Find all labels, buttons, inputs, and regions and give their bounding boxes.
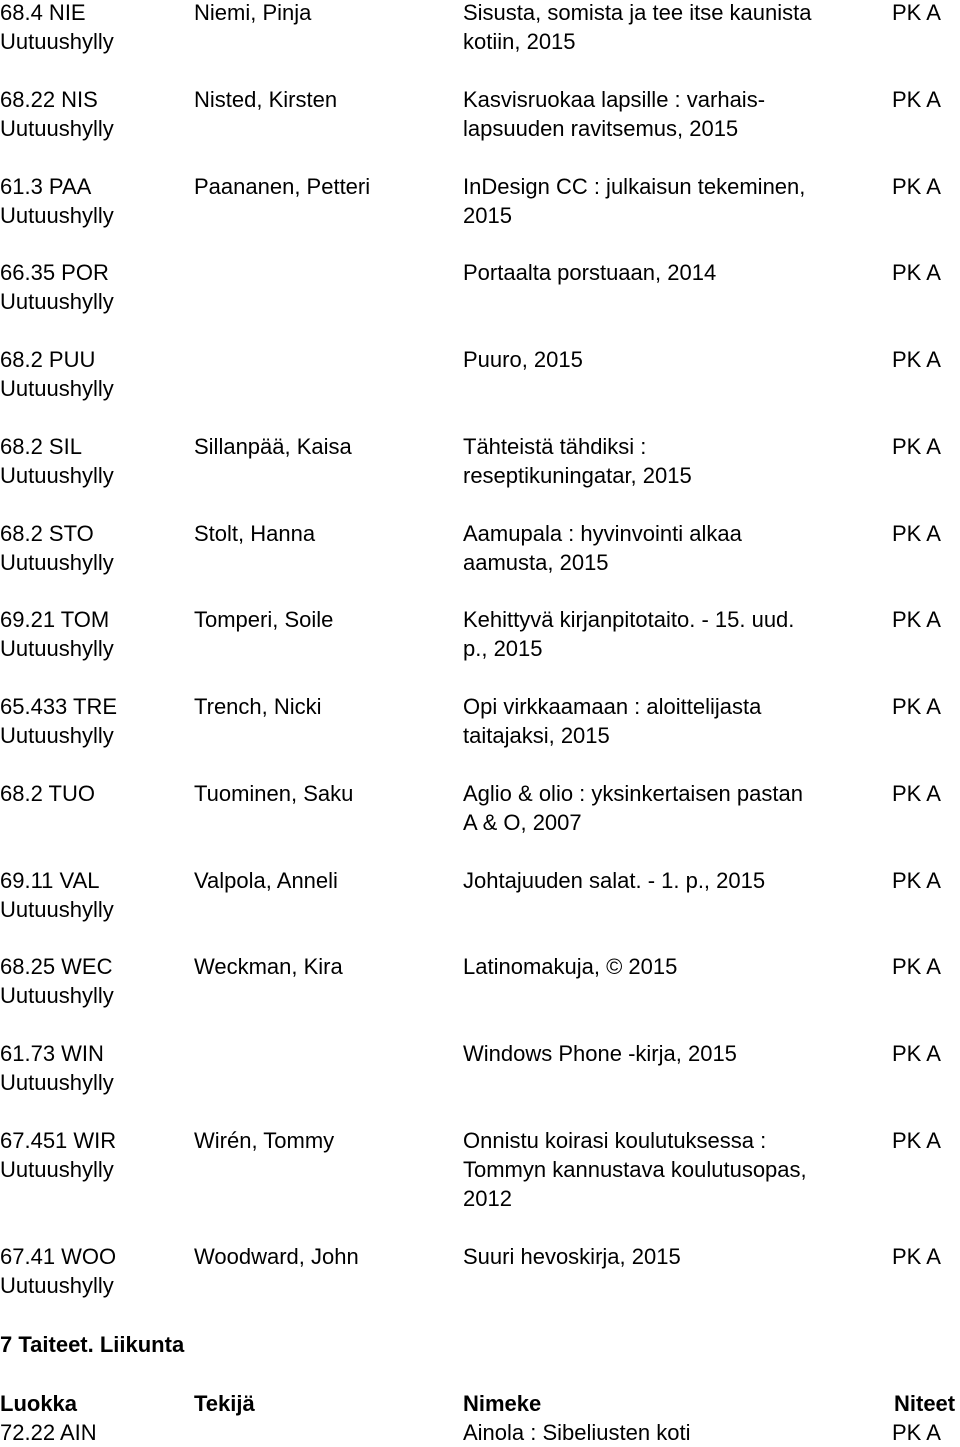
entry-class-cell [0,866,190,924]
entry-class: 68.2 TUO [0,781,95,806]
entry-author: Wirén, Tommy [194,1128,335,1153]
entry-author: Tomperi, Soile [194,607,334,632]
entry-location: PK A [892,347,941,372]
entry-class-cell [0,692,190,750]
entry-shelf: Uutuushylly [0,289,114,314]
entry-class: 61.3 PAA [0,174,92,199]
entry-location: PK A [892,521,941,546]
entry-class-cell [0,1039,190,1097]
entry-location: PK A [892,260,941,285]
entry-class: 66.35 POR [0,260,109,285]
entry-title-line: 2015 [463,203,512,228]
entry-author: Valpola, Anneli [194,868,338,893]
entry-class: 69.21 TOM [0,607,110,632]
entry-author: Weckman, Kira [194,954,343,979]
header-location: Niteet [894,1391,956,1416]
entry-title-cell [463,1242,853,1271]
entry-title-line: Opi virkkaamaan : aloittelijasta [463,694,762,719]
entry-shelf: Uutuushylly [0,636,114,661]
entry-shelf: Uutuushylly [0,116,114,141]
entry-author: Woodward, John [194,1244,359,1269]
entry-class: 68.4 NIE [0,0,86,25]
entry-title-line: aamusta, 2015 [463,550,609,575]
entry-title-line: 2012 [463,1186,512,1211]
entry-class-cell [0,258,190,316]
entry-class-cell [0,345,190,403]
entry-location: PK A [892,1128,941,1153]
entry-title-cell [463,258,853,287]
entry-class-cell [0,0,190,56]
entry-shelf: Uutuushylly [0,983,114,1008]
entry-class: 68.25 WEC [0,954,113,979]
entry-shelf: Uutuushylly [0,723,114,748]
entry-shelf: Uutuushylly [0,29,114,54]
entry-title-line: lapsuuden ravitsemus, 2015 [463,116,739,141]
entry-class-cell [0,85,190,143]
entry-title-cell [463,866,853,895]
entry-class: 69.11 VAL [0,868,100,893]
entry-title-line: Suuri hevoskirja, 2015 [463,1244,681,1269]
entry-author: Tuominen, Saku [194,781,354,806]
entry-title-cell [463,692,853,750]
entry-title-line: A & O, 2007 [463,810,582,835]
entry-class: 72.22 AIN [0,1420,97,1445]
entry-location: PK A [892,434,941,459]
entry-title-line: Windows Phone -kirja, 2015 [463,1041,737,1066]
entry-title-line: Kasvisruokaa lapsille : varhais- [463,87,766,112]
entry-author: Nisted, Kirsten [194,87,338,112]
entry-location: PK A [892,694,941,719]
entry-title-cell [463,1126,853,1213]
entry-class: 68.2 STO [0,521,94,546]
entry-title-line: Johtajuuden salat. - 1. p., 2015 [463,868,766,893]
entry-location: PK A [892,1244,941,1269]
entry-location: PK A [892,954,941,979]
entry-class-cell [0,172,190,230]
entry-class: 68.2 PUU [0,347,96,372]
entry-title-cell [463,85,853,143]
entry-class-cell [0,1126,190,1184]
entry-title-line: p., 2015 [463,636,543,661]
entry-class-cell [0,779,190,808]
entry-title-line: Aglio & olio : yksinkertaisen pastan [463,781,803,806]
entry-author: Paananen, Petteri [194,174,371,199]
entry-title-cell [463,432,853,490]
entry-author: Stolt, Hanna [194,521,316,546]
entry-shelf: Uutuushylly [0,463,114,488]
entry-title-cell [463,779,853,837]
header-title: Nimeke [463,1391,542,1416]
entry-title-line: Tähteistä tähdiksi : [463,434,647,459]
entry-author: Sillanpää, Kaisa [194,434,352,459]
entry-class: 65.433 TRE [0,694,118,719]
entry-shelf: Uutuushylly [0,550,114,575]
entry-class-cell [0,1242,190,1300]
entry-title-line: Onnistu koirasi koulutuksessa : [463,1128,767,1153]
entry-class: 61.73 WIN [0,1041,104,1066]
entry-title-cell [463,172,853,230]
entry-title-line: Ainola : Sibeliusten koti [463,1420,691,1445]
entry-location: PK A [892,1420,941,1445]
entry-title-line: taitajaksi, 2015 [463,723,610,748]
entry-class: 68.2 SIL [0,434,82,459]
entry-title-line: Latinomakuja, © 2015 [463,954,678,979]
entry-title-cell [463,519,853,577]
entry-shelf: Uutuushylly [0,897,114,922]
entry-title-line: Portaalta porstuaan, 2014 [463,260,717,285]
entry-author: Trench, Nicki [194,694,322,719]
header-author: Tekijä [194,1391,255,1416]
entry-shelf: Uutuushylly [0,1157,114,1182]
entry-location: PK A [892,1041,941,1066]
entry-class: 67.451 WIR [0,1128,117,1153]
entry-title-line: InDesign CC : julkaisun tekeminen, [463,174,806,199]
entry-title-cell [463,605,853,663]
entry-title-cell [463,345,853,374]
section-heading: 7 Taiteet. Liikunta [0,1332,185,1357]
entry-class-cell [0,605,190,663]
entry-class-cell [0,952,190,1010]
header-class: Luokka [0,1391,78,1416]
entry-class: 67.41 WOO [0,1244,117,1269]
entry-title-line: Tommyn kannustava koulutusopas, [463,1157,807,1182]
entry-shelf: Uutuushylly [0,1070,114,1095]
entry-class: 68.22 NIS [0,87,98,112]
entry-title-cell [463,952,853,981]
entry-title-cell [463,0,853,56]
entry-title-line: Aamupala : hyvinvointi alkaa [463,521,742,546]
entry-title-line: Puuro, 2015 [463,347,583,372]
entry-class-cell [0,432,190,490]
entry-class-cell [0,519,190,577]
entry-shelf: Uutuushylly [0,203,114,228]
entry-title-line: Sisusta, somista ja tee itse kaunista [463,0,812,25]
entry-shelf: Uutuushylly [0,376,114,401]
entry-location: PK A [892,781,941,806]
entry-shelf: Uutuushylly [0,1273,114,1298]
entry-location: PK A [892,868,941,893]
entry-location: PK A [892,87,941,112]
entry-title-line: kotiin, 2015 [463,29,576,54]
entry-title-line: Kehittyvä kirjanpitotaito. - 15. uud. [463,607,795,632]
entry-location: PK A [892,0,941,25]
entry-author: Niemi, Pinja [194,0,312,25]
entry-location: PK A [892,607,941,632]
entry-location: PK A [892,174,941,199]
entry-title-line: reseptikuningatar, 2015 [463,463,692,488]
entry-title-cell [463,1039,853,1068]
